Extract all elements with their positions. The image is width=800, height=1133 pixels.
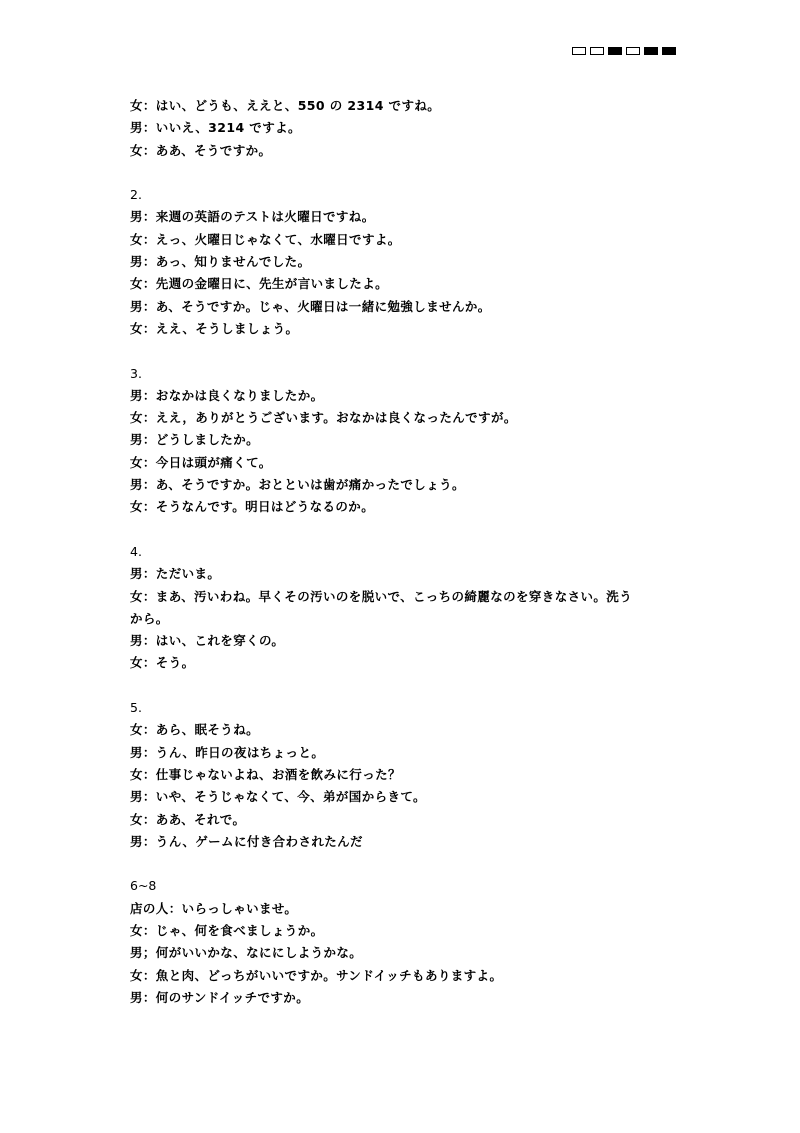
header-mark-outline	[590, 47, 604, 55]
dialogue-line: 女：まあ、汚いわね。早くその汚いのを脱いで、こっちの綺麗なのを穿きなさい。洗う	[130, 588, 633, 604]
dialogue-line: 女：はい、どうも、ええと、550 の 2314 ですね。	[130, 98, 441, 113]
dialogue-line: 男：うん、ゲームに付き合わされたんだ	[130, 833, 363, 849]
dialogue-line: 女：ええ、そうしましょう。	[130, 320, 299, 336]
dialogue-section-2	[130, 184, 690, 340]
section-number: 2.	[130, 187, 142, 203]
header-marks	[572, 47, 676, 55]
dialogue-line: 男：いや、そうじゃなくて、今、弟が国からきて。	[130, 789, 426, 805]
header-mark-outline	[626, 47, 640, 55]
dialogue-line: 女：ああ、それで。	[130, 811, 246, 827]
dialogue-section-4	[130, 541, 690, 675]
dialogue-line: 男：はい、これを穿くの。	[130, 633, 285, 649]
dialogue-line: 女：先週の金曜日に、先生が言いましたよ。	[130, 276, 389, 292]
header-mark-filled	[608, 47, 622, 55]
dialogue-line: 女：そうなんです。明日はどうなるのか。	[130, 499, 375, 515]
dialogue-line: 女：ああ、そうですか。	[130, 142, 272, 158]
dialogue-line: 男：ただいま。	[130, 566, 221, 582]
dialogue-line: 男：何のサンドイッチですか。	[130, 989, 310, 1005]
dialogue-line: 男：いいえ、3214 ですよ。	[130, 120, 301, 136]
dialogue-line: 男：どうしましたか。	[130, 432, 260, 448]
header-mark-filled	[662, 47, 676, 55]
dialogue-line: 女：ええ，ありがとうございます。おなかは良くなったんですが。	[130, 410, 517, 426]
dialogue-line: 女：今日は頭が痛くて。	[130, 454, 272, 470]
dialogue-line: 女：あら、眠そうね。	[130, 722, 260, 738]
section-number: 4.	[130, 543, 142, 559]
dialogue-line: 女：えっ、火曜日じゃなくて、水曜日ですよ。	[130, 231, 401, 247]
dialogue-section-1	[130, 95, 690, 162]
dialogue-line: 女：魚と肉、どっちがいいですか。サンドイッチもありますよ。	[130, 967, 503, 983]
dialogue-line: 女：仕事じゃないよね、お酒を飲みに行った？	[130, 766, 401, 782]
dialogue-line: 店の人：いらっしゃいませ。	[130, 900, 298, 916]
dialogue-line: 女：そう。	[130, 655, 195, 671]
dialogue-line: から。	[130, 610, 169, 626]
dialogue-line: 男：あっ、知りませんでした。	[130, 254, 311, 270]
section-number: 3.	[130, 365, 142, 381]
dialogue-line: 男；何がいいかな、なににしようかな。	[130, 945, 363, 961]
section-number: 6~8	[130, 878, 157, 894]
dialogue-line: 男：あ、そうですか。じゃ、火曜日は一緒に勉強しませんか。	[130, 298, 491, 314]
dialogue-line: 男：あ、そうですか。おとといは歯が痛かったでしょう。	[130, 477, 465, 493]
dialogue-line: 男：うん、昨日の夜はちょっと。	[130, 744, 325, 760]
section-number: 5.	[130, 700, 142, 716]
dialogue-section-3	[130, 363, 690, 519]
dialogue-section-5	[130, 697, 690, 853]
dialogue-line: 女：じゃ、何を食べましょうか。	[130, 922, 324, 938]
dialogue-content	[130, 95, 690, 1009]
dialogue-section-6-8	[130, 875, 690, 1009]
header-mark-outline	[572, 47, 586, 55]
dialogue-line: 男：おなかは良くなりましたか。	[130, 387, 324, 403]
dialogue-line: 男：来週の英語のテストは火曜日ですね。	[130, 209, 375, 225]
header-mark-filled	[644, 47, 658, 55]
